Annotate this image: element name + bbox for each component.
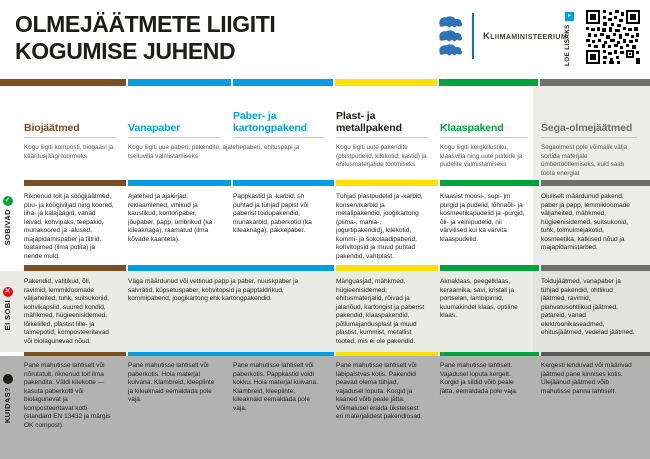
kuidas-paber-kartongpakend: Pane mahutisse lahtiselt või paberkotis. Pappkastid voldi kokku. Hoia materjal kuivana. Klambreid, kleeplinte, kileaknaid eemaldada pole vaja. (233, 362, 318, 412)
kuidas-vanapaber: Pane mahutisse lahtiselt või paberkotis. Hoia materjal kuivana. Klambreid, kleeplinte ja kileaknaid eemaldada pole vaja. (128, 362, 215, 404)
dot-circle-icon (3, 374, 13, 384)
column-header-biojaatmed: Biojäätmed (24, 121, 80, 134)
column-header-vanapaber: Vanapaber (128, 121, 181, 134)
column-header-klaaspakend: Klaaspakend (440, 121, 504, 134)
bar-paber-kartongpakend (233, 79, 333, 86)
header-rule (128, 137, 220, 138)
header-rule (24, 137, 115, 138)
header-rule (440, 137, 528, 138)
ei-sobi-plast-metallpakend: Mänguasjad, mähkmed, hügieenisidemed, ehitusmaterjalid, rõivad ja jalanõud, kartongist ja paberist pakendid, klaaspakendid, põllumajandusplast ja muud plastist, kummist, metallist tooted, mis ei ole pakendid. (336, 278, 425, 346)
sobivad-sega-olmejaatmed: Oluliselt määrdunud pakend, paber ja papp, lemmikloomade väljaheited, mähkmed, hügieenisidemed, suitsukonid, tuhk, tolmuimejakotid, kosmeetika, katkised nõud ja majapidamistarbed. (541, 193, 630, 252)
cross-circle-icon: ✕ (3, 287, 13, 297)
kuidas-sega-olmejaatmed: Kergesti lenduvad või määrivad jäätmed pane kinnises kotis. Ülejäänud jäätmed võib mahutisse panna lahtiselt. (541, 362, 632, 395)
row-label-sobivad (1, 196, 14, 245)
category-color-bar-kuidas (24, 352, 650, 356)
ei-sobi-klaaspakend: Aknaklaas, peegelklaas, keraamika, savi, kristall ja portselan, lambipirnid, kuumakindel klaas, optiline klaas. (440, 278, 518, 320)
column-descriptions (24, 144, 650, 178)
ministry-logo (437, 12, 567, 60)
kuidas-row (24, 362, 650, 431)
column-header-paber-kartongpakend: Paber- ja kartongpakend (233, 110, 307, 134)
category-color-bar-sobivad (24, 180, 650, 186)
description-paber: Kogu liigiti uue paberi, pakendite, ajalehepaberi, ehituspapi ja tselluvilla valmistamiseks (128, 144, 300, 160)
sobivad-plast-metallpakend: Tühjad plastpudelid ja -karbid, konservikarbid ja metallpakendid, joogikartong (piima-, mahla-, jogurtipakendid), kilekotid, kommi- ja šokolaadipaberid, kohvitopsid ja muud puhtad pakendid, vahtplast. (336, 193, 423, 261)
ei-sobi-biojaatmed: Pakendid, vatitikud, õli, ravimid, lemmikloomade väljaheited, tuhk, suitsukonid, kohvikapslid, suured kondid, mähkmed, hügieenisidemed, lõikelilled, plastist lille- ja taimepotid, komposteeritavad või biolagunevad nõud. (24, 278, 109, 346)
column-headers (24, 92, 650, 134)
row-label-kuidas-text: KUIDAS? (3, 387, 12, 424)
check-circle-icon: ✓ (3, 196, 13, 206)
row-label-sobivad-text: SOBIVAD (3, 209, 12, 246)
page-title-line2: KOGUMISE JUHEND (15, 37, 236, 64)
category-color-bar-ei-sobi (24, 265, 650, 271)
row-label-kuidas (1, 374, 14, 423)
sobivad-paber-kartongpakend: Pappkastid ja -karbid, sh puhtad ja tühjad papist või paberist toidupakendid, munakarbid, paberkotid (ka kileaknaga), pakkepaber. (233, 193, 312, 235)
ei-sobi-row (24, 278, 650, 347)
page-title-line1: OLMEJÄÄTMETE LIIGITI (15, 11, 276, 37)
estonian-lions-icon (437, 13, 465, 59)
sobivad-vanapaber: Ajalehed ja ajakirjad, reklaamlehed, vihikud ja kaustikud, kontoripaber, jõupaber, papp, ümbrikud (ka kileaknaga), raamatud (ilma kõvade kaanteta). (128, 193, 213, 243)
category-color-bar-top (0, 79, 650, 86)
description-plast-metallpakend: Kogu liigiti uute pakendite (plastpudelid, kilekotid, kastid) ja ehitusmaterjalide tootmiseks (336, 144, 427, 168)
ei-sobi-sega-olmejaatmed: Toidujäätmed, vanapaber ja tühjad pakendid, ohtlikud jäätmed, ravimid, plahvatusohtlikud jäätmed, patareid, vanad elektroonikaseadmed, ehitusjäätmed, vedelad jäätmed. (541, 278, 635, 337)
bar-klaaspakend (439, 79, 538, 86)
description-klaaspakend: Kogu liigiti kergkillustiku, klaasvilla ning uute purkide ja pudelite valmistamiseks (440, 144, 523, 168)
bar-biojaatmed (0, 79, 126, 86)
column-header-sega-olmejaatmed: Sega-olmejäätmed (541, 121, 633, 134)
bar-vanapaber (128, 79, 231, 86)
logo-divider (472, 13, 474, 59)
qr-label: LOE LISAKS (564, 24, 571, 66)
sobivad-klaaspakend: Klaasist moosi-, supi- jm purgid ja pudelid, lõhnaõli- ja kosmeetikapudelid ja -purgid, õli- ja veinipudelid, nii värvilised kui ka värvita klaaspudelid. (440, 193, 525, 243)
column-header-plast-metallpakend: Plast- ja metallpakend (336, 110, 402, 134)
external-link-icon: ▸ (565, 12, 574, 21)
row-label-ei-sobi (1, 287, 14, 330)
bar-plast-metallpakend (335, 79, 437, 86)
kuidas-klaaspakend: Pane mahutisse lahtiselt. Vajadusel loputa kergelt. Korgid ja sildid võib peale jätta, eemaldada pole vaja. (440, 362, 518, 395)
sobivad-biojaatmed: Riknenud toit ja söögijäätmed, puu- ja köögiviljad ning koored, liha- ja kalajäägid, vanad leivad, kohvipaks, teepakid, munakoored ja -alused, majapidamispaber ja filtrid, toataimed (ilma potita) ja nende muld. (24, 193, 114, 261)
qr-code (586, 10, 640, 64)
header-rules (24, 137, 650, 138)
kuidas-plast-metallpakend: Pane mahutisse lahtiselt või läbipaistvas kotis. Pakendid peavad olema tühjad, vajadusel loputa. Korgid ja kaaned võib peale jätta. Võimalusel eralda üksteisest eri materjalidest pakendiosad. (336, 362, 423, 421)
sobivad-row (24, 193, 650, 262)
ei-sobi-paber: Väga määrdunud või vettinud papp ja paber, nuuskpaber ja salvrätid, küpsetuspaber, kohvitopsid ja papptaldrikud, kommipaberid, joogikartong ehk kartongpakendid. (128, 278, 299, 303)
qr-block (563, 9, 643, 67)
ministry-name: Kliimaministeerium (483, 30, 568, 42)
row-label-ei-sobi-text: EI SOBI (3, 300, 12, 331)
header-rule (233, 137, 323, 138)
description-sega-olmejaatmed: Segaolmest pole võimalik välja sortida materjale ümbertöötlemiseks, kuid saab toota energiat (541, 144, 628, 177)
bar-sega-olmejaatmed (540, 79, 650, 86)
kuidas-biojaatmed: Pane mahutisse lahtiselt või nõrutatult, riknenud toit ilma pakendita. Väldi kilekotte — kasuta paberkotti või biolagunevat ja komposteeritavat kotti (standard EN 13432 ja märgis OK compost). (24, 362, 111, 430)
description-biojaatmed: Kogu liigiti komposti, biogaasi ja kääritusjäägi toormeks (24, 144, 114, 160)
header-rule (336, 137, 427, 138)
page-title (15, 11, 275, 64)
header-rule (541, 137, 637, 138)
